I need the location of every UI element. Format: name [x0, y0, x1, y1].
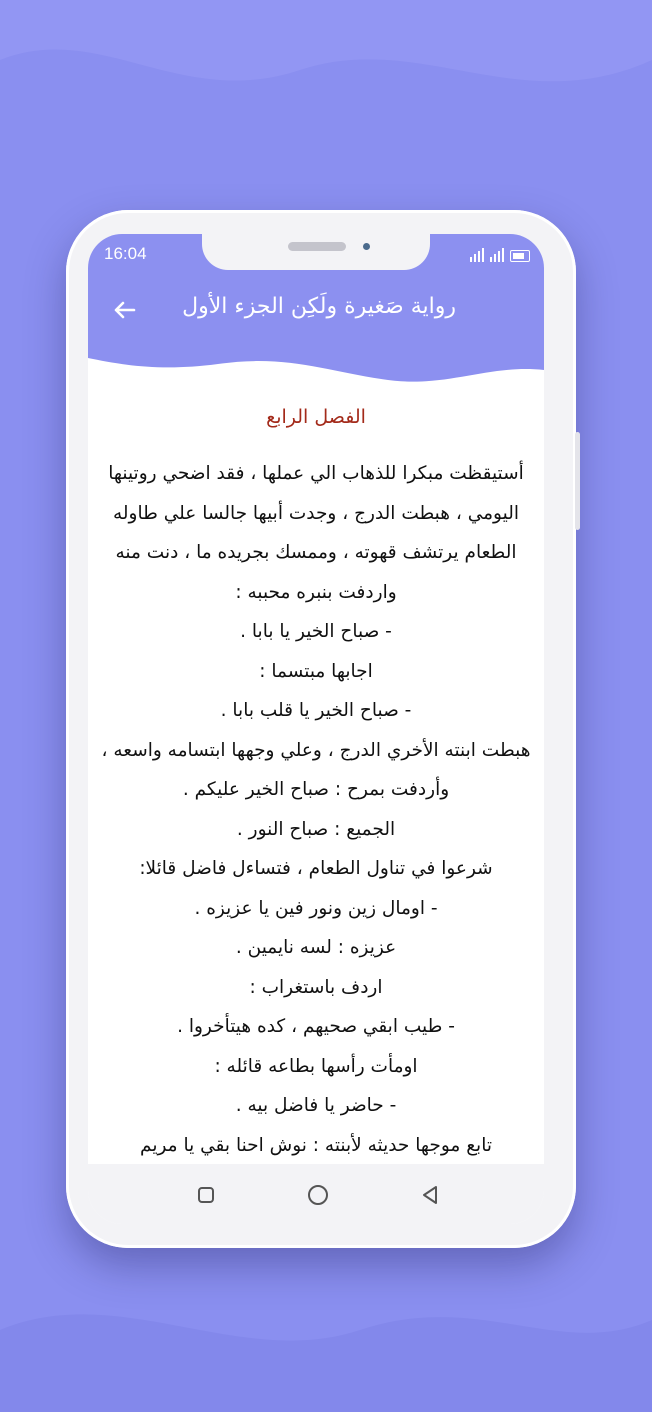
paragraph: اجابها مبتسما :	[259, 660, 373, 682]
paragraph: - صباح الخير يا بابا .	[240, 621, 392, 642]
paragraph: - طيب ابقي صحيهم ، كده هيتأخروا .	[177, 1016, 455, 1037]
speaker	[288, 242, 346, 251]
paragraph: اومأت رأسها بطاعه قائله :	[214, 1055, 418, 1077]
paragraph: - اومال زين ونور فين يا عزيزه .	[194, 897, 438, 919]
paragraph: - صباح الخير يا قلب بابا .	[220, 700, 412, 721]
paragraph: الجميع : صباح النور .	[236, 818, 396, 840]
paragraph: - حاضر يا فاضل بيه .	[235, 1095, 397, 1116]
status-time: 16:04	[104, 244, 147, 263]
phone-screen	[88, 234, 544, 1224]
phone-side-button	[575, 432, 580, 530]
paragraph: تابع موجها حديثه لأبنته : نوش احنا بقي يا مريم	[140, 1134, 492, 1156]
wifi-signal-icon	[470, 248, 484, 262]
chapter-title: الفصل الرابع	[266, 406, 366, 428]
cell-signal-icon	[490, 248, 504, 262]
paragraph: أستيقظت مبكرا للذهاب الي عملها ، فقد اضحي روتينها اليومي ، هبطت الدرج ، وجدت أبيها جالسا علي طاوله الطعام يرتشف قهوته ، وممسك بجريده ما ، دنت منه واردفت بنبره محببه :	[108, 463, 524, 603]
paragraph: شرعوا في تناول الطعام ، فتساءل فاضل قائلا:	[139, 858, 493, 879]
system-nav-bar	[88, 1164, 544, 1224]
circle-icon[interactable]	[303, 1180, 333, 1210]
status-icons	[470, 246, 530, 262]
status-bar	[88, 234, 544, 274]
arrow-left-icon[interactable]	[108, 294, 140, 326]
square-icon[interactable]	[191, 1180, 221, 1210]
triangle-back-icon[interactable]	[415, 1180, 445, 1210]
page-title: رواية صَغيرة ولَكِن الجزء الأول	[182, 294, 456, 319]
battery-icon	[510, 250, 530, 262]
paragraph: عزيزه : لسه نايمين .	[235, 937, 397, 958]
camera	[363, 243, 370, 250]
chapter-content[interactable]	[88, 384, 544, 1164]
notch	[202, 234, 430, 270]
app-bar	[88, 274, 544, 346]
paragraph: اردف باستغراب :	[249, 976, 383, 998]
paragraph: هبطت ابنته الأخري الدرج ، وعلي وجهها ابتسامه واسعه ، وأردفت بمرح : صباح الخير عليكم .	[101, 739, 531, 800]
